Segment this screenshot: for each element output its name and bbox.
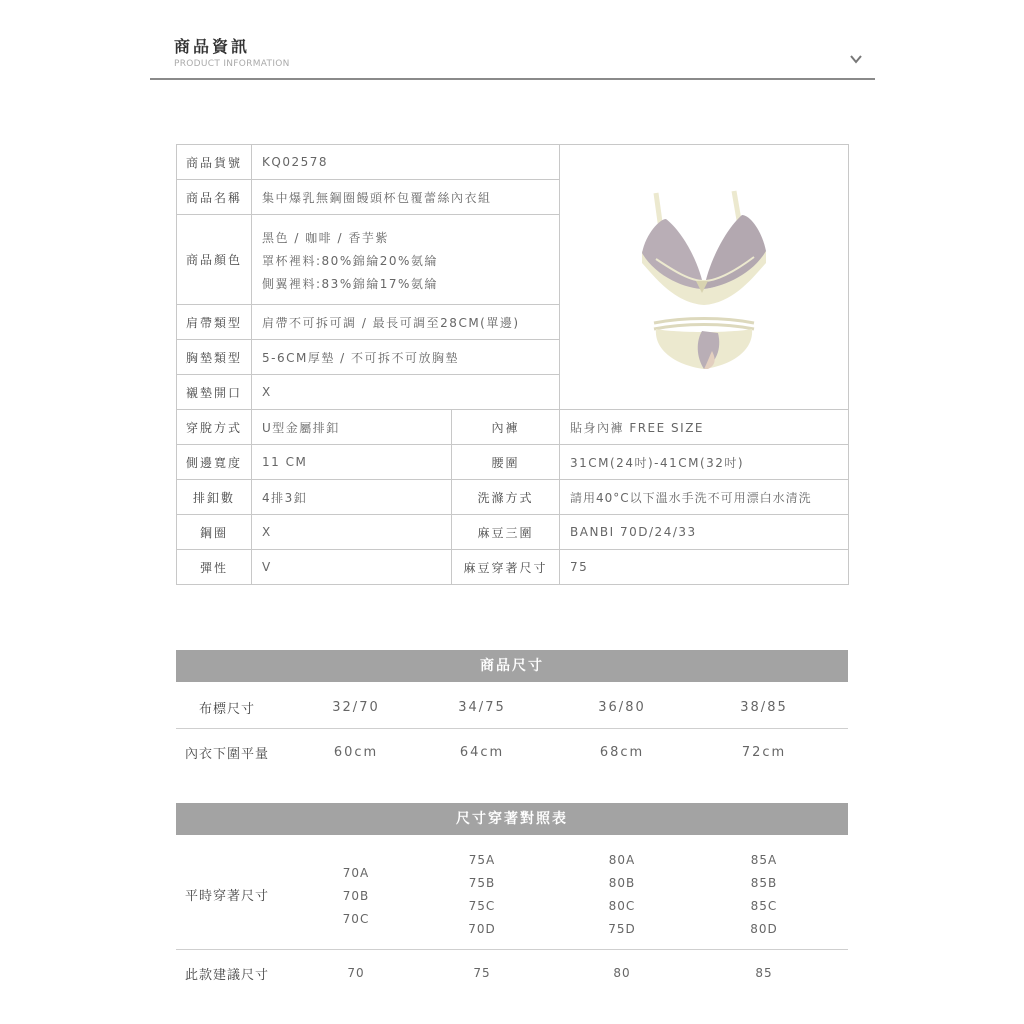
wire-label: 鋼圈 [177, 515, 252, 550]
wire-value: X [252, 515, 452, 550]
strap-label: 肩帶類型 [177, 305, 252, 340]
table-row [177, 145, 849, 180]
fit-cell: 75 [473, 966, 491, 980]
lingerie-illustration [604, 181, 804, 371]
table-row [176, 729, 848, 775]
color-value [252, 215, 560, 305]
side-value: 11 CM [252, 445, 452, 480]
size-row2-label: 內衣下圍平量 [184, 746, 269, 762]
size-cell: 32/70 [332, 699, 380, 715]
fit-value: 75D [608, 921, 636, 936]
fit-cell [562, 840, 682, 949]
elastic-value: V [252, 550, 452, 585]
fit-value: 70C [342, 912, 370, 926]
color-line: 黑色 / 咖啡 / 香芋紫 [262, 230, 389, 245]
fit-cell: 80 [613, 966, 631, 980]
size-cell: 72cm [741, 744, 787, 760]
section-header [150, 32, 875, 80]
hook-value: 4排3釦 [252, 480, 452, 515]
size-table [176, 686, 848, 775]
name-label: 商品名稱 [177, 180, 252, 215]
table-row [176, 840, 848, 950]
size-cell: 38/85 [740, 699, 788, 715]
wear-label: 穿脫方式 [177, 410, 252, 445]
size-cell: 68cm [599, 744, 645, 760]
pad-opening-value: X [252, 375, 560, 410]
fit-row2-label: 此款建議尺寸 [184, 967, 269, 983]
model-size-label: 麻豆穿著尺寸 [452, 550, 560, 585]
fit-value: 75C [468, 898, 496, 913]
wash-value: 請用40°C以下溫水手洗不可用漂白水清洗 [560, 480, 849, 515]
table-row [177, 410, 849, 445]
fit-row1-label: 平時穿著尺寸 [184, 889, 269, 904]
table-row [177, 550, 849, 585]
size-table-title: 商品尺寸 [176, 650, 848, 682]
pad-opening-label: 襯墊開口 [177, 375, 252, 410]
table-row [177, 515, 849, 550]
fit-value: 80B [608, 875, 636, 890]
sku-label: 商品貨號 [177, 145, 252, 180]
table-row [176, 686, 848, 729]
model-size-value: 75 [560, 550, 849, 585]
fit-value: 75B [468, 875, 496, 890]
product-image [560, 145, 849, 410]
fit-cell: 85 [755, 966, 773, 980]
hook-label: 排釦數 [177, 480, 252, 515]
panty-label: 內褲 [452, 410, 560, 445]
wear-value: U型金屬排釦 [252, 410, 452, 445]
wash-label: 洗滌方式 [452, 480, 560, 515]
fit-value: 85A [750, 852, 778, 867]
fit-value: 80D [750, 921, 778, 936]
size-cell: 36/80 [598, 699, 646, 715]
model-label: 麻豆三圍 [452, 515, 560, 550]
fit-value: 85B [750, 875, 778, 890]
model-value: BANBI 70D/24/33 [560, 515, 849, 550]
color-line: 側翼裡料:83%錦綸17%氨綸 [262, 276, 438, 291]
fit-table-title: 尺寸穿著對照表 [176, 803, 848, 835]
pad-label: 胸墊類型 [177, 340, 252, 375]
sku-value: KQ02578 [252, 145, 560, 180]
size-cell: 60cm [333, 744, 379, 760]
fit-value: 85C [750, 898, 778, 913]
fit-value: 80C [608, 898, 636, 913]
table-row [177, 445, 849, 480]
pad-value: 5-6CM厚墊 / 不可拆不可放胸墊 [252, 340, 560, 375]
panty-value: 貼身內褲 FREE SIZE [560, 410, 849, 445]
name-value: 集中爆乳無鋼圈饅頭杯包覆蕾絲內衣組 [252, 180, 560, 215]
waist-label: 腰圍 [452, 445, 560, 480]
fit-table [176, 840, 848, 996]
color-line: 罩杯裡料:80%錦綸20%氨綸 [262, 253, 438, 268]
fit-value: 80A [608, 852, 636, 867]
elastic-label: 彈性 [177, 550, 252, 585]
chevron-down-icon[interactable] [849, 52, 863, 66]
page-title: 商品資訊 [174, 37, 251, 56]
fit-value: 70A [342, 866, 370, 880]
size-row1-label: 布標尺寸 [198, 701, 255, 717]
fit-value: 75A [468, 852, 496, 867]
strap-value: 肩帶不可拆可調 / 最長可調至28CM(單邊) [252, 305, 560, 340]
waist-value: 31CM(24吋)-41CM(32吋) [560, 445, 849, 480]
side-label: 側邊寬度 [177, 445, 252, 480]
fit-cell: 70 [347, 966, 365, 980]
size-cell: 34/75 [458, 699, 506, 715]
fit-cell [296, 840, 416, 949]
color-label: 商品顏色 [177, 215, 252, 305]
table-row [177, 480, 849, 515]
fit-value: 70D [468, 921, 496, 936]
fit-value: 70B [342, 889, 370, 903]
fit-cell [422, 840, 542, 949]
page-subtitle: PRODUCT INFORMATION [174, 59, 290, 69]
size-cell: 64cm [459, 744, 505, 760]
fit-cell [704, 840, 824, 949]
table-row [176, 950, 848, 996]
product-info-table [176, 144, 849, 585]
